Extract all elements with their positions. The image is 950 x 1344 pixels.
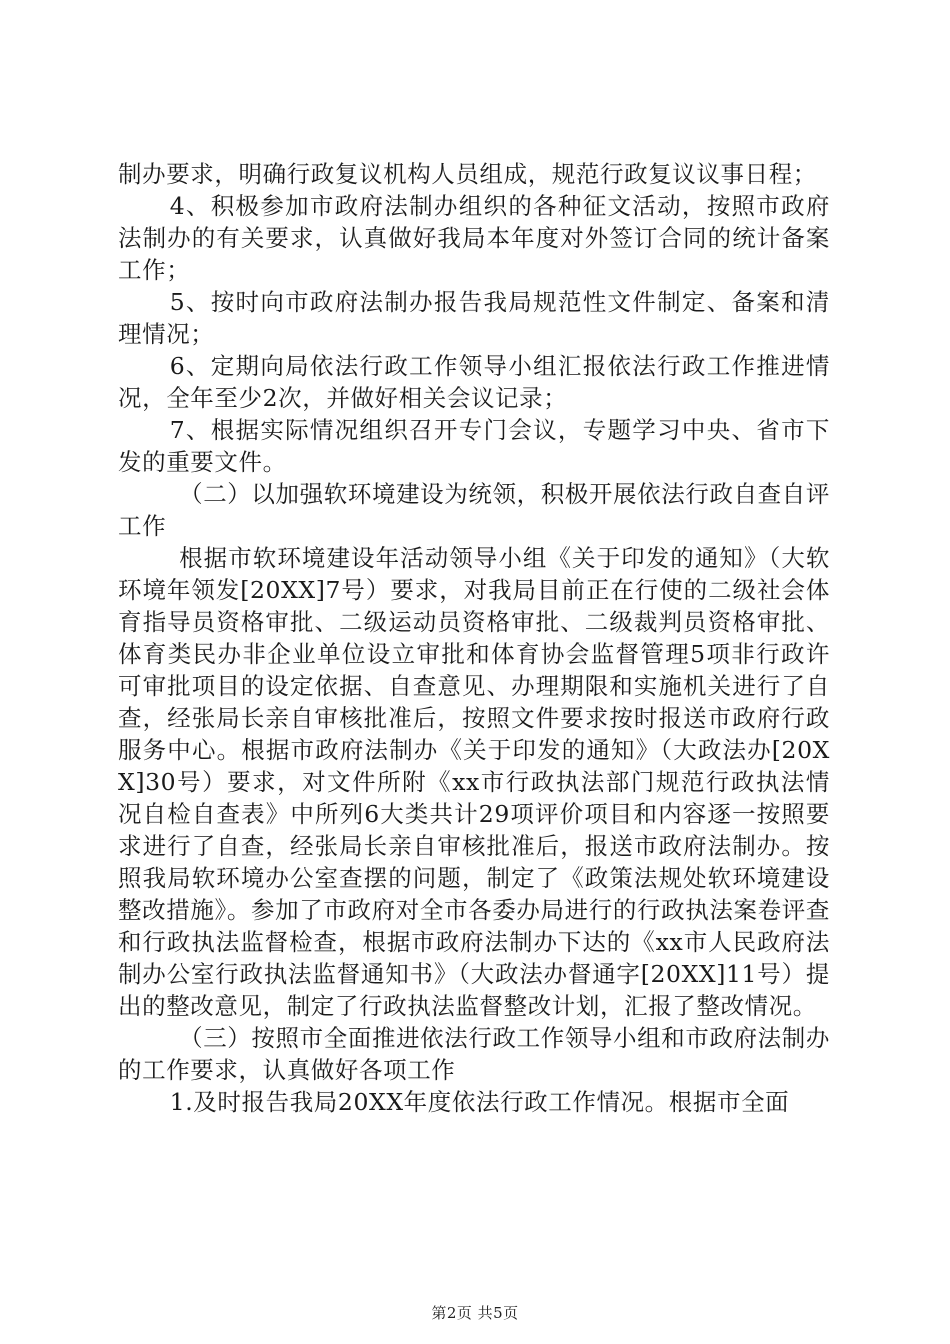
paragraph-item-7: 7、根据实际情况组织召开专门会议，专题学习中央、省市下发的重要文件。 — [118, 416, 830, 476]
section-heading-2: （二）以加强软环境建设为统领，积极开展依法行政自查自评工作 — [118, 480, 830, 540]
paragraph-section-3-item-1: 1.及时报告我局20XX年度依法行政工作情况。根据市全面 — [169, 1088, 790, 1116]
paragraph-item-5: 5、按时向市政府法制办报告我局规范性文件制定、备案和清理情况； — [118, 288, 830, 348]
page-number-footer: 第2页 共5页 — [431, 1304, 519, 1322]
paragraph-item-6: 6、定期向局依法行政工作领导小组汇报依法行政工作推进情况，全年至少2次，并做好相关会议记录； — [118, 352, 830, 412]
paragraph-item-4: 4、积极参加市政府法制办组织的各种征文活动，按照市政府法制办的有关要求，认真做好我局本年度对外签订合同的统计备案工作； — [118, 192, 830, 284]
section-heading-3: （三）按照市全面推进依法行政工作领导小组和市政府法制办的工作要求，认真做好各项工作 — [118, 1024, 830, 1084]
document-body — [118, 158, 830, 1118]
paragraph-continuation: 制办要求，明确行政复议机构人员组成，规范行政复议议事日程； — [118, 160, 817, 188]
paragraph-section-2-body: 根据市软环境建设年活动领导小组《关于印发的通知》（大软环境年领发[20XX]7号）要求，对我局目前正在行使的二级社会体育指导员资格审批、二级运动员资格审批、二级裁判员资格审批、体育类民办非企业单位设立审批和体育协会监督管理5项非行政许可审批项目的设定依据、自查意见、办理期限和实施机关进行了自查，经张局长亲自审核批准后，按照文件要求按时报送市政府行政服务中心。根据市政府法制办《关于印发的通知》（大政法办[20XX]30号）要求，对文件所附《xx市行政执法部门规范行政执法情况自检自查表》中所列6大类共计29项评价项目和内容逐一按照要求进行了自查，经张局长亲自审核批准后，报送市政府法制办。按照我局软环境办公室查摆的问题，制定了《政策法规处软环境建设整改措施》。参加了市政府对全市各委办局进行的行政执法案卷评查和行政执法监督检查，根据市政府法制办下达的《xx市人民政府法制办公室行政执法监督通知书》（大政法办督通字[20XX]11号）提出的整改意见，制定了行政执法监督整改计划，汇报了整改情况。 — [118, 544, 830, 1020]
